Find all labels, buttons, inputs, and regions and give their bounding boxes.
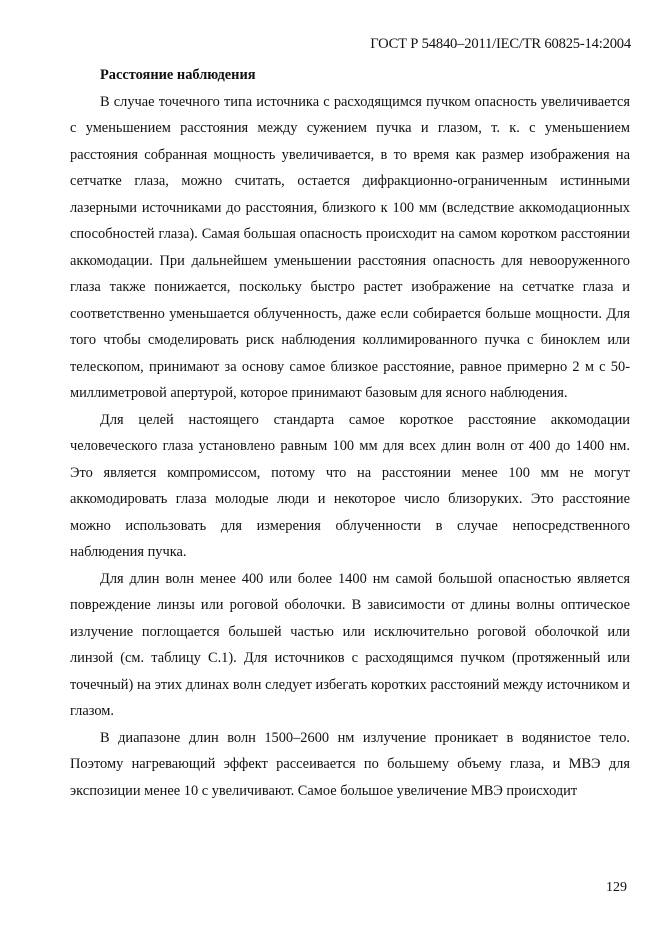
standard-header: ГОСТ Р 54840–2011/IEC/TR 60825-14:2004	[370, 36, 631, 52]
paragraph-lens-cornea-hazard: Для длин волн менее 400 или более 1400 нм самой большой опасностью является повреждение линзы или роговой оболочки. В зависимости от длины волны оптическое излучение поглощается большей частью или исключительно роговой оболочкой или линзой (см. таблицу С.1). Для источников с расходящимся пучком (протяженный или точечный) на этих длинах волн следует избегать коротких расстояний между источником и глазом.	[70, 570, 630, 719]
section-title: Расстояние наблюдения	[100, 67, 256, 83]
paragraph-viewing-distance: В случае точечного типа источника с расходящимся пучком опасность увеличивается с уменьшением расстояния между сужением пучка и глазом, т. к. с уменьшением расстояния собранная мощность увеличивается, в то время как размер изображения на сетчатке глаза, можно считать, остается дифракционно-ограниченным истинными лазерными источниками до расстояния, близкого к 100 мм (вследствие аккомодационных способностей глаза). Самая большая опасность происходит на самом коротком расстоянии аккомодации. При дальнейшем уменьшении расстояния опасность для невооруженного глаза также понижается, поскольку быстро растет изображение на сетчатке глаза и соответственно уменьшается облученность, даже если собирается больше мощности. Для того чтобы смоделировать риск наблюдения коллимированного пучка с биноклем или телескопом, принимают за основу самое близкое расстояние, равное примерно 2 м с 50-миллиметровой апертурой, которое принимают базовым для ясного наблюдения.	[70, 93, 630, 401]
page-content	[70, 62, 630, 804]
paragraph-accommodation-distance: Для целей настоящего стандарта самое короткое расстояние аккомодации человеческого глаза установлено равным 100 мм для всех длин волн от 400 до 1400 нм. Это является компромиссом, потому что на расстоянии менее 100 мм не могут аккомодировать глаза молодые люди и некоторое число близоруких. Это расстояние можно использовать для измерения облученности в случае непосредственного наблюдения пучка.	[70, 411, 630, 560]
paragraph-wavelength-range: В диапазоне длин волн 1500–2600 нм излучение проникает в водянистое тело. Поэтому нагревающий эффект рассеивается по большему объему глаза, и МВЭ для экспозиции менее 10 с увеличивают. Самое большое увеличение МВЭ происходит	[70, 729, 630, 799]
page-number: 129	[606, 880, 627, 895]
